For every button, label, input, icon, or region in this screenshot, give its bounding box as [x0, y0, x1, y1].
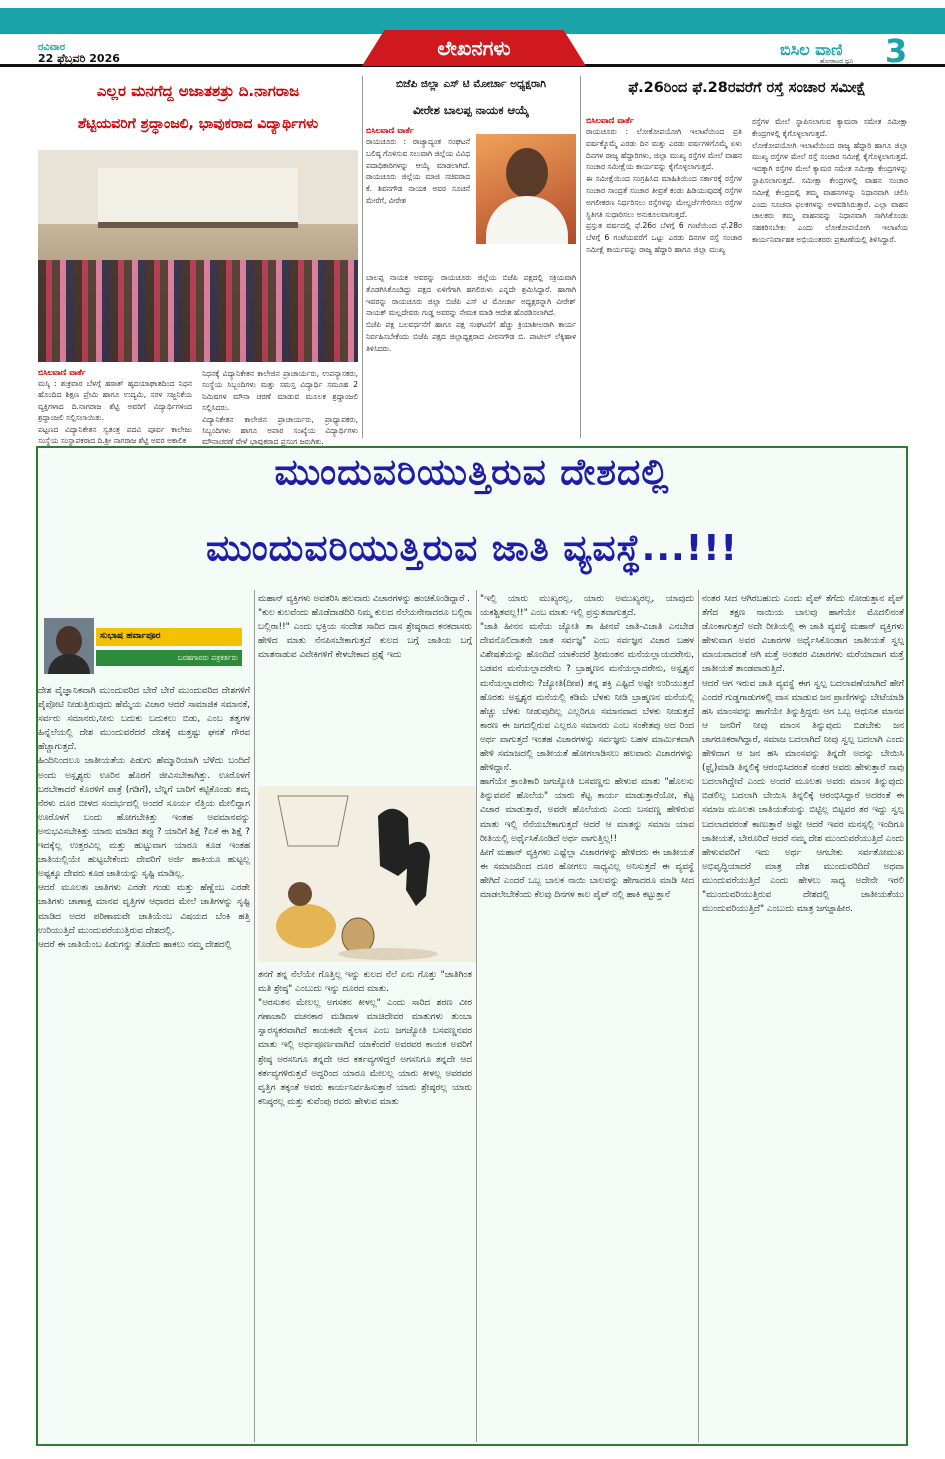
author-avatar-body	[48, 654, 90, 674]
story-road-survey-col2	[752, 116, 908, 246]
feature-text-col-3: "ಇಲ್ಲಿ ಯಾರು ಮುಖ್ಯರಲ್ಲ, ಯಾರು ಅಮುಖ್ಯರಲ್ಲ, ಯಾವುದು ಯಕಶ್ಚಿತವಲ್ಲ!!" ಎಂಬ ಮಾತು ಇಲ್ಲಿ ಪ್ರಸ್ತುತವಾಗುತ್ತದೆ. "ಜಾತಿ ಹೀನನ ಮನೆಯ ಜ್ಯೋತಿ ತಾ ಹೀನವೆ ಜಾತಿ-ವಿಜಾತಿ ಎನಬೇಡ ದೇವನೊಲಿದಾತನೇ ಜಾತ ಸರ್ವಜ್ಞ" ಎಂಬ ಸರ್ವಜ್ಞನ ವಿಚಾರ ಬಹಳ ವಿಶೇಷತೆಯನ್ನು ಹೊಂದಿದೆ ಯಾಕೆಂದರೆ ಶ್ರೀಮಂತನ ಮನೆಯಲ್ಲಾಯದರೇನು, ಬಡವನ ಮನೆಯಲ್ಲಾದರೇನು ? ಬ್ರಾಹ್ಮಣನ ಮನೆಯಲ್ಲಾದರೇನು, ಅಸ್ಪೃಶ್ಯನ ಮನೆಯಲ್ಲಾದರೇನು ?ಜ್ಯೋತಿ(ದೀಪ) ತನ್ನ ಶಕ್ತಿ ಎಷ್ಟಿದೆ ಅಷ್ಟೇ ಉರಿಯುತ್ತದೆ ಹೊರತು ಅಸ್ಪೃಶ್ಯರ ಮನೆಯಲ್ಲಿ ಕಡಿಮೆ ಬೆಳಕು ನೀಡಿ ಬ್ರಾಹ್ಮಣನ ಮನೆಯಲ್ಲಿ ಹೆಚ್ಚು ಬೆಳಕು ನೀಡುವುದಿಲ್ಲ ಎಲ್ಲರಿಗೂ ಸಮಾನವಾದ ಬೆಳಕು ನೀಡುತ್ತದೆ ಕಾರಣ ಈ ಜಗದಲ್ಲಿರುವ ಎಲ್ಲರೂ ಸಮಾನರು ಎಂಬ ಸಂಕೇತವು ಅದ ರಿಂದ ಅರ್ಥ ವಾಗುತ್ತದೆ ಇಂತಹ ವಿಚಾರಗಳನ್ನು ಸರ್ವಜ್ಞನು ಬಹಳ ಮಾರ್ಮಿಕವಾಗಿ ಹೇಳಿ ಸಮಾಜದಲ್ಲಿ ಜಾತೀಯತೆ ಹೋಗಲಾಡಿಸಲು ಹಲವಾರು ವಿಚಾರಗಳನ್ನು ಹೇಳಿದ್ದಾನೆ. ಹಾಗೆಯೇ ಕ್ರಾಂತಿಕಾರಿ ಜಗಜ್ಯೋತಿ ಬಸವಣ್ಣನು ಹೇಳುವ ಮಾತು "ಹೊಲಸು ತಿನ್ನುವವನೆ ಹೊಲೆಯ" ಯಾರು ಕೆಟ್ಟ ಕಾರ್ಯ ಮಾಡುತ್ತಾರೆಯೋ, ಕೆಟ್ಟ ವಿಚಾರ ಮಾಡುತ್ತಾರೆ, ಅವರೇ ಹೊಲೆಯರು ಎಂದು ಬಸವಣ್ಣ ಹೇಳಿರುವ ಮಾತು ಇಲ್ಲಿ ನೆನೆಯಬೇಕಾಗುತ್ತದೆ ಆದರೆ ಆ ಮಾತನ್ನು ಸಮಾಜ ಯಾವ ರೀತಿಯಲ್ಲಿ ಅರ್ಥೈಸಿಕೊಂಡಿದೆ ಅರ್ಥ ವಾಗುತ್ತಿಲ್ಲ!! ಹೀಗೆ ಮಹಾನ್ ವ್ಯಕ್ತಿಗಳು ಎಷ್ಟೆಲ್ಲಾ ವಿಚಾರಗಳನ್ನು ಹೇಳಿದರು ಈ ಜಾತೀಯತೆ ಈ ಸಮಾಜದಿಂದ ದೂರ ಹೋಗಲು ಸಾಧ್ಯವಿಲ್ಲ ಅನಿಸುತ್ತದೆ ಈ ವ್ಯವಸ್ಥೆ ಹೇಗಿದೆ ಎಂದರೆ ಒಬ್ಬ ಬಾಲಕ ನಾಯಿ ಬಾಲವನ್ನು ಹೇಗಾದರೂ ಮಾಡಿ ಸೀದ ಮಾಡಲೇಬೇಕೆಂದು ಕೆಲವು ದಿನಗಳ ಕಾಲ ಪೈಪ್ ನಲ್ಲಿ ಹಾಕಿ ಕಟ್ಟುತ್ತಾನೆ	[480, 594, 694, 900]
feature-col-4	[702, 592, 904, 1444]
author-card	[44, 618, 244, 678]
story-road-survey	[586, 76, 908, 438]
story-road-survey-col1	[586, 116, 742, 256]
feature-rule-1	[254, 590, 255, 1442]
illustration-shadow	[338, 948, 438, 960]
portrait-body	[486, 196, 568, 244]
story-appointment-headline-1: ಬಿಜೆಪಿ ಜಿಲ್ಲಾ ಎಸ್ ಟಿ ಮೋರ್ಚಾ ಅಧ್ಯಕ್ಷರಾಗಿ	[396, 78, 546, 90]
illustration-figure-tall	[378, 809, 410, 876]
story-tribute-col2	[202, 368, 358, 448]
illustration-woman-head	[288, 882, 312, 906]
story-appointment-text-top: ರಾಯಚೂರು : ರಾಜ್ಯಾದ್ಯಂತ ಸಂಘಟನೆ ಬಲಿಷ್ಠ ಗೊಳಿಸುವ ಸಲುವಾಗಿ ಜಿಲ್ಲೆಯ ವಿವಿಧ ಪದಾಧಿಕಾರಿಗಳನ್ನು ಆಯ್ಕೆ ಮಾಡಲಾಗಿದೆ. ರಾಯಚೂರು ಜಿಲ್ಲೆಯ ಮಾಜಿ ಸಚಿವರಾದ ಕೆ. ಶಿವನಗೌಡ ನಾಯಕ ಅವರ ಸೂಚನೆ ಮೇರೆಗೆ, ವೀರೇಶ	[366, 137, 470, 205]
author-avatar-head	[56, 626, 82, 656]
page-number: 3	[885, 32, 908, 70]
issue-date: 22 ಫೆಬ್ರವರಿ 2026	[38, 52, 120, 65]
photo-building	[98, 168, 298, 228]
portrait-photo	[476, 134, 576, 244]
feature-col-3	[480, 592, 694, 1444]
story-appointment-dateline: ಬಿಸಿಲವಾಣಿ ವಾರ್ತೆ	[366, 126, 414, 135]
feature-col-2-top	[258, 592, 472, 772]
story-appointment	[366, 76, 576, 438]
illustration-svg	[258, 786, 476, 962]
story-tribute-headline-2: ಶೆಟ್ಟಿಯವರಿಗೆ ಶ್ರದ್ಧಾಂಜಲಿ, ಭಾವುಕರಾದ ವಿದ್ಯಾರ್ಥಿಗಳು	[77, 116, 319, 132]
feature-rule-3	[698, 590, 699, 1442]
story-tribute-text-2: ನಿಧನಕ್ಕೆ ವಿದ್ಯಾನಿಕೇತನ ಕಾಲೇಜಿನ ಪ್ರಾಚಾರ್ಯರು, ಉಪನ್ಯಾಸಕರು, ಸಂಸ್ಥೆಯ ಸಿಬ್ಬಂದಿಗಳು ಮತ್ತು ಸಮಸ್ತ ವಿದ್ಯಾರ್ಥಿ ಸಮೂಹ 2 ನಿಮಿಷಗಳ ಮೌನಾ ಚರಣೆ ಮಾಡುವ ಮೂಲಕ ಶ್ರದ್ಧಾಂಜಲಿ ಸಲ್ಲಿಸಿದರು. ವಿದ್ಯಾನಿಕೇತನ ಕಾಲೇಜಿನ ಪ್ರಾಚಾರ್ಯರು, ಪ್ರಾಧ್ಯಾಪಕರು, ಸಿಬ್ಬಂದಿಗಳು ಹಾಗೂ ಅಪಾರ ಸಂಖ್ಯೆಯ ವಿದ್ಯಾರ್ಥಿಗಳು ಮೌನಾಚರಣೆ ವೇಳೆ ಭಾವುಕರಾದ ಪ್ರಸಂಗ ಜರುಗಿತು.	[202, 369, 358, 447]
author-role: ಬರಹಗಾರರು ಪತ್ರಕರ್ತರು	[96, 650, 242, 666]
story-tribute-col1	[38, 368, 192, 446]
story-appointment-text-body: ಬಾಲಪ್ಪ ನಾಯಕ ಅವರನ್ನು ರಾಯಚೂರು ಜಿಲ್ಲೆಯ ಬಿಜೆಪಿ ಪಕ್ಷದಲ್ಲಿ ಸಕ್ರಿಯವಾಗಿ ತೊಡಗಿಸಿಕೊಂಡಿದ್ದು ಪಕ್ಷದ ಏಳಿಗೆಗಾಗಿ ಹಗಲಿರುಳು ಎನ್ನದೇ ಶ್ರಮಿಸಿದ್ದಾರೆ. ಹಾಗಾಗಿ ಇವರನ್ನು ರಾಯಚೂರು ಜಿಲ್ಲಾ ಬಿಜೆಪಿ ಎಸ್ ಟಿ ಮೋರ್ಚಾ ಅಧ್ಯಕ್ಷರನ್ನಾಗಿ ವೀರೇಶ್ ನಾಯಕ್ ಮಲ್ಲದೇವರು ಗುಡ್ಡ ಅವರನ್ನು ನೇಮಕ ಮಾಡಿ ಆದೇಶ ಹೊರಡಿಸಲಾಗಿದೆ. ಬಿಜೆಪಿ ಪಕ್ಷ ಬಲವರ್ಧನೆಗೆ ಹಾಗೂ ಪಕ್ಷ ಸಂಘಟನೆಗೆ ಹೆಚ್ಚು ಕ್ರಿಯಾಶೀಲರಾಗಿ ಕಾರ್ಯ ನಿರ್ವಹಿಸಬೇಕೆಂದು ಬಿಜೆಪಿ ಪಕ್ಷದ ಜಿಲ್ಲಾಧ್ಯಕ್ಷರಾದ ವೀರನಗೌಡ ಬಿ. ಪಾಟೀಲ್ ಲೆಕ್ಕಿಹಾಳ ತಿಳಿಸಿದರು.	[366, 273, 576, 353]
feature-text-col-2-bottom: ತನಗೆ ತನ್ನ ನೆಲೆಯೇ ಗೊತ್ತಿಲ್ಲ ಇನ್ನು ಕುಲದ ನೆಲೆ ಏನು ಗೊತ್ತು "ಜಾತಿಗಿಂತ ಮತಿ ಶ್ರೇಷ್ಠ" ಎಂಬುದು ಇನ್ನು ದೂರದ ಮಾತು. "ಅರಸುತನ ಮೇಲಲ್ಲ ಅಗಸತನ ಕೀಳಲ್ಲ" ಎಂದು ಸಾರಿದ ಶರಣ ವೀರ ಗಣಾಚಾರಿ ವಚನಕಾರ ಮಡಿವಾಳ ಮಾಚಿದೇವರ ಮಾತುಗಳು ತುಂಬಾ ಸ್ವಾರಸ್ಯಕರವಾಗಿದೆ ಕಾಯಕವೇ ಕೈಲಾಸ ಎಂಬ ಜಗಜ್ಯೋತಿ ಬಸವಣ್ಣನವರ ಮಾತು ಇಲ್ಲಿ ಅರ್ಥಪೂರ್ಣವಾಗಿದೆ ಯಾಕೆಂದರೆ ಅವರವರ ಕಾಯಕ ಅವರಿಗೆ ಶ್ರೇಷ್ಠ ಅರಸನಿಗೂ ತನ್ನದೇ ಆದ ಕರ್ತವ್ಯಗಳಿದ್ದರೆ ಅಗಸನಿಗೂ ತನ್ನದೇ ಆದ ಕರ್ತವ್ಯಗಳಿರುತ್ತವೆ ಅದ್ದರಿಂದ ಯಾರೂ ಮೇಲಲ್ಲ ಯಾರು ಕೀಳಲ್ಲ ಅವರವರ ವೃತ್ತಿಗ ತಕ್ಕಂತೆ ಅವರು ಕಾರ್ಯನಿರ್ವಹಿಸುತ್ತಾರೆ ಯಾರು ಶ್ರೇಷ್ಠರಲ್ಲ ಯಾರು ಕನಿಷ್ಠರಲ್ಲ ಮತ್ತು ಕುವೆಂಪು ರವರು ಹೇಳುವ ಮಾತು	[258, 970, 472, 1107]
story-road-survey-text-2: ರಸ್ತೆಗಳ ಮೇಲೆ ಸ್ಥಾಪಿಸಲಾಗುವ ಕ್ಯಾಮರಾ ಸಮೇತ ಸಮೀಕ್ಷಾ ಕೇಂದ್ರಗಳಲ್ಲಿ ಕೈಗೊಳ್ಳಲಾಗುತ್ತದೆ. ಲೋಕೋಪಯೋಗಿ ಇಲಾಖೆಯಿಂದ ರಾಜ್ಯ ಹೆದ್ದಾರಿ ಹಾಗೂ ಜಿಲ್ಲಾ ಮುಖ್ಯ ರಸ್ತೆಗಳ ಮೇಲೆ ರಸ್ತೆ ಸಂಚಾರ ಸಮೀಕ್ಷೆ ಕೈಗೊಳ್ಳಲಾಗುತ್ತದೆ. ಇದಕ್ಕಾಗಿ ರಸ್ತೆಗಳ ಮೇಲೆ ಕ್ಯಾಮರ ಸಮೇತ ಸಮೀಕ್ಷಾ ಕೇಂದ್ರಗಳನ್ನು ಸ್ಥಾಪಿಸಲಾಗುತ್ತದೆ. ಸಮೀಕ್ಷಾ ಕೇಂದ್ರಗಳಲ್ಲಿ ವಾಹನ ಸಂಚಾರ ಸಮೀಕ್ಷೆ ಕೇಂದ್ರದಲ್ಲಿ ತಮ್ಮ ವಾಹನಗಳನ್ನು ನಿಧಾನವಾಗಿ ಚಲಿಸಿ ಎಂದು ಸೂಚನಾ ಫಲಕಗಳನ್ನು ಅಳವಡಿಸಿರುತ್ತಾರೆ. ಎಲ್ಲಾ ವಾಹನ ಚಾಲಕರು ತಮ್ಮ ವಾಹನವನ್ನು ನಿಧಾನವಾಗಿ ಸಾಗಿಸಿಕೊಂಡು ಸಹಕರಿಸಬೇಕು ಎಂದು ಲೋಕೋಪಯೋಗಿ ಇಲಾಖೆಯ ಕಾರ್ಯನಿರ್ವಾಹಕ ಅಭಿಯಂತರರು ಪ್ರಕಟಣೆಯಲ್ಲಿ ತಿಳಿಸಿದ್ದಾರೆ.	[752, 117, 908, 244]
story-tribute-dateline: ಬಿಸಿಲವಾಣಿ ವಾರ್ತೆ	[38, 368, 86, 377]
story-appointment-body	[366, 272, 576, 355]
story-road-survey-text-1: ರಾಯಚೂರು : ಲೋಕೋಪಯೋಗಿ ಇಲಾಖೆಯಿಂದ ಪ್ರತಿ ವರ್ಷಕ್ಕೊಮ್ಮೆ ಎರಡು ದಿನ ಮತ್ತು ಎರಡು ವರ್ಷಗಳಿಗೊಮ್ಮೆ ಏಳು ದಿನಗಳ ರಾಜ್ಯ ಹೆದ್ದಾರಿಗಳು, ಜಿಲ್ಲಾ ಮುಖ್ಯ ರಸ್ತೆಗಳ ಮೇಲೆ ವಾಹನ ಸಂಚಾರ ಸಮೀಕ್ಷೆಯ ಕಾರ್ಯವನ್ನು ಕೈಗೊಳ್ಳಲಾಗುತ್ತದೆ. ಈ ಸಮೀಕ್ಷೆಯಿಂದ ಸಂಗ್ರಹಿಸಿದ ಮಾಹಿತಿಯಿಂದ ಸರ್ಕಾರಕ್ಕೆ ರಸ್ತೆಗಳ ಸಂಚಾರ ಸಾಂದ್ರತೆ ಸಂಚಾರ ತೀವ್ರತೆ ಕಂಡು ಹಿಡಿಯುವುದಕ್ಕೆ ರಸ್ತೆಗಳ ಅಗಲೀಕರಣ ನಿರ್ಧರಿಸಲು ರಸ್ತೆಗಳನ್ನು ಮೇಲ್ದರ್ಜೆಗೇರಿಸಲು ರಸ್ತೆಗಳ ಸ್ಥಿತಿಗತಿ ಸುಧಾರಿಸಲು ಅನುಕೂಲವಾಗುತ್ತದೆ. ಪ್ರಸ್ತುತ ವರ್ಷದಲ್ಲಿ ಫೆ.26ರ ಬೆಳಗ್ಗೆ 6 ಗಂಟೆಯಿಂದ ಫೆ.28ರ ಬೆಳಗ್ಗೆ 6 ಗಂಟೆಯವರೆಗೆ ಒಟ್ಟು ಎರಡು ದಿನಗಳ ರಸ್ತೆ ಸಂಚಾರ ಸಮೀಕ್ಷೆ ಕಾರ್ಯವನ್ನು ರಾಜ್ಯ ಹೆದ್ದಾರಿ ಹಾಗೂ ಜಿಲ್ಲಾ ಮುಖ್ಯ	[586, 127, 742, 254]
story-tribute-text-1: ಮಸ್ಕಿ : ಶುಕ್ರವಾರ ಬೆಳಗ್ಗೆ ಹಠಾತ್ ಹೃದಯಾಘಾತದಿಂದ ನಿಧನ ಹೊಂದಿದ ಶಿಕ್ಷಣ ಪ್ರೇಮಿ ಹಾಗೂ ಉದ್ಯಮಿ, ಸರಳ ಸಜ್ಜನಿಕೆಯ ವ್ಯಕ್ತಿಗಳಾದ ದಿ.ನಾಗರಾಜ ಶೆಟ್ಟಿ ಅವರಿಗೆ ವಿದ್ಯಾರ್ಥಿಗಳಿಂದ ಶ್ರದ್ಧಾಂಜಲಿ ಸಲ್ಲಿಸಲಾಯಿತು. ಪಟ್ಟಣದ ವಿದ್ಯಾನಿಕೇತನ ಸ್ವತಂತ್ರ ಪದವಿ ಪೂರ್ವ ಕಾಲೇಜು ಸಂಸ್ಥೆಯ ಸಂಸ್ಥಾಪಕರಾದ ದಿ.ಶ್ರೀ ನಾಗರಾಜ ಶೆಟ್ಟಿ ಅವರ ಅಕಾಲಿಕ	[38, 379, 192, 446]
story-appointment-headline-2: ವೀರೇಶ ಬಾಲಪ್ಪ ನಾಯಕ ಆಯ್ಕೆ	[413, 103, 529, 117]
column-rule-2	[580, 76, 581, 438]
feature-headline-1: ಮುಂದುವರಿಯುತ್ತಿರುವ ದೇಶದಲ್ಲಿ	[274, 452, 670, 493]
feature-illustration	[258, 786, 476, 962]
section-title: ಲೇಖನಗಳು	[437, 36, 511, 60]
feature-col-1	[38, 684, 250, 1444]
story-appointment-col-top	[366, 126, 470, 207]
masthead	[0, 0, 945, 70]
story-tribute-headline-1: ಎಲ್ಲರ ಮನಗೆದ್ದ ಅಜಾತಶತ್ರು ದಿ.ನಾಗರಾಜ	[96, 82, 300, 100]
story-road-survey-dateline: ಬಿಸಿಲವಾಣಿ ವಾರ್ತೆ	[586, 116, 634, 125]
illustration-woman	[276, 904, 336, 948]
feature-text-col-2-top: ಮಹಾನ್ ವ್ಯಕ್ತಿಗಳು ಅವತರಿಸಿ ಹಲವಾರು ವಿಚಾರಗಳನ್ನು ಹಂಚಿಕೊಂಡಿದ್ದಾರೆ . "ಕುಲ ಕುಲವೆಂದು ಹೊಡೆದಾಡದಿರಿ ನಿಮ್ಮ ಕುಲದ ನೆಲೆಯನೇನಾದರೂ ಬಲ್ಲಿರಾ ಬಲ್ಲಿರಾ!!" ಎಂದು ಭಕ್ತಿಯ ಸಂದೇಶ ಸಾರಿದ ದಾಸ ಶ್ರೇಷ್ಠರಾದ ಕನಕದಾಸರು ಹೇಳಿದ ಮಾತು ನೆನಪಿಸಬೇಕಾಗುತ್ತದೆ ಕುಲದ ಬಗ್ಗೆ ಜಾತಿಯ ಬಗ್ಗೆ ಮಾತನಾಡುವ ವಿವೇಕಿಗಳಿಗೆ ಕೇಳಬೇಕಾದ ಪ್ರಶ್ನೆ ಇದು	[258, 594, 472, 661]
story-road-survey-headline: ಫೆ.26ರಿಂದ ಫೆ.28ರವರೆಗೆ ರಸ್ತೆ ಸಂಚಾರ ಸಮೀಕ್ಷೆ	[628, 80, 866, 96]
feature-col-2-bottom	[258, 968, 472, 1444]
story-tribute-photo	[38, 150, 358, 362]
feature-rule-2	[476, 590, 477, 1442]
feature-headline-2: ಮುಂದುವರಿಯುತ್ತಿರುವ ಜಾತಿ ವ್ಯವಸ್ಥೆ...!!!	[206, 528, 738, 569]
paper-tagline: ಹೋರಾಟದ ಧ್ವನಿ	[820, 58, 854, 65]
story-tribute	[38, 76, 358, 447]
photo-crowd	[38, 260, 358, 362]
feature-text-col-4: ನಂತರ ಸೀದ ಆಗಿರಬಹುದು ಎಂದು ಪೈಪ್ ತೆಗೆದು ನೋಡುತ್ತಾನ ಪೈಪ್ ತೆಗೆದ ತಕ್ಷಣ ನಾಯಿಯ ಬಾಲವು ಹಾಗೆಯೇ ಮೊದಲಿನಂತೆ ಡೊಂಕಾಗುತ್ತದೆ ಅದೇ ರೀತಿಯಲ್ಲಿ ಈ ಜಾತಿ ವ್ಯವಸ್ಥೆ ಮಹಾನ್ ವ್ಯಕ್ತಿಗಳು ಹೇಳುವಾಗ ಅವರ ವಿಚಾರಗಳ ಅರ್ಥೈಸಿಕೊಂಡಾಗ ಜಾತೀಯತೆ ಸ್ವಲ್ಪ ಮಾಯವಾದಂತೆ ಆಗಿ ಮತ್ತೆ ಅಂತವರ ವಿಚಾರಗಳು ಮರೆಯಾದಾಗ ಮತ್ತೆ ಜಾತೀಯತೆ ತಾಂಡವಾಡುತ್ತಿದೆ. ಆದರೆ ಆಗ ಇರುವ ಜಾತಿ ವ್ಯವಸ್ಥೆ ಈಗ ಸ್ವಲ್ಪ ಬದಲಾವಣೆಯಾಗಿದೆ ಹೇಗೆ ಎಂದರೆ ಗುಡ್ಡಗಾಡುಗಳಲ್ಲಿ ವಾಸ ಮಾಡುವ ಜನ ಪ್ರಾಣಿಗಳನ್ನು ಬೇಟೆಯಾಡಿ ಹಸಿ ಮಾಂಸವನ್ನು ಹಾಗೆಯೇ ತಿನ್ನುತ್ತಿದ್ದರು ಆಗ ಒಬ್ಬ ಆಧುನಿಕ ಮಾನವ ಆ ಜನರಿಗೆ ನೀವು ಮಾಂಸ ತಿನ್ನುವುದು ಬಿಡಬೇಕು ಜನ ಜಾಗರೂಕರಾಗಿದ್ದಾರೆ, ಸಮಾಜ ಬದಲಾಗಿದೆ ನೀವು ಸ್ವಲ್ಪ ಬದಲಾಗಿ ಎಂದು ಹೇಳಿದಾಗ ಆ ಜನ ಹಸಿ ಮಾಂಸವನ್ನು ತಿನ್ನದೇ ಅದನ್ನು ಬೇಯಿಸಿ (ಫ್ರೈ)ಮಾಡಿ ತಿನ್ನಲಿಕ್ಕೆ ಆರಂಭಿಸಿದರಂತೆ ನಂತರ ಅವರು ಹೇಳುತ್ತಾರೆ ನಾವು ಬದಲಾಗಿದ್ದೇವೆ ಎಂದು ಅಂದರೆ ಮೂಲತಃ ಅವರು ಮಾಂಸ ತಿನ್ನುವುದು ಬಿಡಲಿಲ್ಲ ಬದಲಾಗಿ ಬೇಯಿಸಿ ತಿನ್ನಲಿಕ್ಕೆ ಆರಂಭಿಸಿದ್ದಾರೆ ಅದರಂತೆ ಈ ಸಮಾಜ ಮೂಲತಃ ಜಾತಿಯತೆಯನ್ನು ಬಿಟ್ಟಿಲ್ಲ ಬಿಟ್ಟವರ ತರ ಇದ್ದು ಸ್ವಲ್ಪ ಬದಲಾದವರಂತೆ ಕಾಣುತ್ತಾರೆ ಅಷ್ಟೇ ಆದರೆ ಇವರ ಮನಸ್ಸಲ್ಲಿ ಇಂದಿಗೂ ಜಾತೀಯತೆ, ಬೇರೂರಿದೆ ಆದರೆ ನಮ್ಮ ದೇಶ ಮುಂದುವರೆಯುತ್ತಿದೆ ಎಂದು ಹೇಳುವವರಿಗೆ ಇದು ಅರ್ಥ ಆಗಬೇಕು ಸರ್ವತೋಮುಖ ಅಭಿವೃದ್ಧಿಯಾದರೆ ಮಾತ್ರ ದೇಶ ಮುಂದುವರಿದಿದೆ ಅಥವಾ ಮುಂದುವರೆಯುತ್ತಿದೆ ಎಂದು ಹೇಳಲು ಸಾಧ್ಯ ಅದೇನೇ ಇರಲಿ "ಮುಂದುವರಿಯುತ್ತಿರುವ ದೇಶದಲ್ಲಿ ಜಾತೀಯತೆಯು ಮುಂದುವರಿಯುತ್ತಿದೆ" ಎಂಬುದು ಮಾತ್ರ ಜಗಜ್ಜಾಹೀರ.	[702, 594, 904, 915]
paper-name: ಬಿಸಿಲ ವಾಣಿ	[780, 40, 843, 59]
column-rule-1	[362, 76, 363, 438]
author-avatar	[44, 618, 94, 674]
feature-text-col-1: ದೇಶ ವೈಜ್ಞಾನಿಕವಾಗಿ ಮುಂದುವರಿದ ಬೇರೆ ಬೇರೆ ಮುಂದುವರಿದ ದೇಶಗಳಿಗೆ ಪೈಪೋಟಿ ನೀಡುತ್ತಿರುವುದು ಹೆಮ್ಮೆಯ ವಿಚಾರ ಆದರೆ ಸಾಮಾಜಿಕ ಸಮಾನತೆ, ಸರ್ವರು ಸಮಾನರು,ನೀನು ಬದುಕು ಬದುಕಲು ಬಿಡು, ಎಂಬ ತತ್ವಗಳ ಹಿನ್ನೆಲೆಯಲ್ಲಿ ದೇಶ ಮುಂದುವರೆದರೆ ದೇಶಕ್ಕೆ ಮತ್ತಷ್ಟು ಘನತೆ ಗೌರವ ಹೆಚ್ಚಾಗುತ್ತದೆ. ಹಿಂದಿನಿಂದಲೂ ಜಾತೀಯತೆಯ ಪಿಡುಗು ಹೆಮ್ಮಾರಿಯಾಗಿ ಬೆಳೆದು ಬಂದಿದೆ ಅಂದು ಅಸ್ಪೃಶ್ಯರು ಊರಿನ ಹೊರಗೆ ಜೀವಿಸಬೇಕಾಗಿತ್ತು. ಊರೊಳಗೆ ಬರಬೇಕಾದರೆ ಕೊರಳಿಗೆ ಪಾತ್ರೆ (ಗಡಿಗೆ), ಬೆನ್ನಿಗೆ ಬಾರಿಗೆ ಕಟ್ಟಿಕೊಂಡು ತಮ್ಮ ನೆರಳು ದೂರ ಬೀಳದ ಸಂದರ್ಭದಲ್ಲಿ ಅಂದರೆ ಸೂರ್ಯ ನೆತ್ತಿಯ ಮೇಲಿದ್ದಾಗ ಊರೊಳಗೆ ಬಂದು ಹೋಗಬೇಕಿತ್ತು ಇಂತಹ ಅವಮಾನವನ್ನು ಅನುಭವಿಸಬೇಕಿತ್ತು ಯಾರು ಮಾಡಿದ ತಪ್ಪು ? ಯಾರಿಗೆ ಶಿಕ್ಷೆ ?ಏಕೆ ಈ ಶಿಕ್ಷೆ ? ಇದಕ್ಕೆಲ್ಲ ಉತ್ತರವಿಲ್ಲ ಮತ್ತು ಹುಟ್ಟುವಾಗ ಯಾರೂ ಕೂಡ ಇಂತಹ ಜಾತಿಯಲ್ಲಿಯೇ ಹುಟ್ಟಬೇಕೆಂದು ದೇವರಿಗೆ ಅರ್ಜಿ ಹಾಕಿಯೂ ಹುಟ್ಟಲ್ಲ ಅಷ್ಟಕ್ಕೂ ದೇವರು ಕೂಡ ಜಾತಿಯನ್ನು ಸೃಷ್ಟಿ ಮಾಡಿಲ್ಲ. ಆದರೆ ಮೂಲತಃ ಜಾತಿಗಳು ಎರಡೇ ಗಂಡು ಮತ್ತು ಹೆಣ್ಣೆಂಬ ಎರಡೇ ಜಾತಿಗಳು ಚಾಣಾಕ್ಷ ಮಾನವ ವೃತ್ತಿಗಳ ಆಧಾರದ ಮೇಲೆ ಜಾತಿಗಳನ್ನು ಸೃಷ್ಟಿ ಮಾಡಿದ ಅದರ ಪರಿಣಾಮವೇ ಜಾತಿಯೆಂಬ ವಿಷಯದ ಬೆಂಕಿ ಹತ್ತಿ ಉರಿಯುತ್ತಿದೆ ಮುಂದುವರೆಯುತ್ತಿರುವ ದೇಶದಲ್ಲಿ. ಆದರೆ ಈ ಜಾತಿಯೆಂಬ ಪಿಡುಗನ್ನು ತೊಡೆದು ಹಾಕಲು ನಮ್ಮ ದೇಶದಲ್ಲಿ	[38, 686, 250, 950]
portrait-head	[506, 148, 548, 198]
issue-day: ರವಿವಾರ	[38, 42, 65, 53]
author-name: ಸುಭಾಷ ಹರ್ವಾಪೂರ	[96, 628, 242, 646]
